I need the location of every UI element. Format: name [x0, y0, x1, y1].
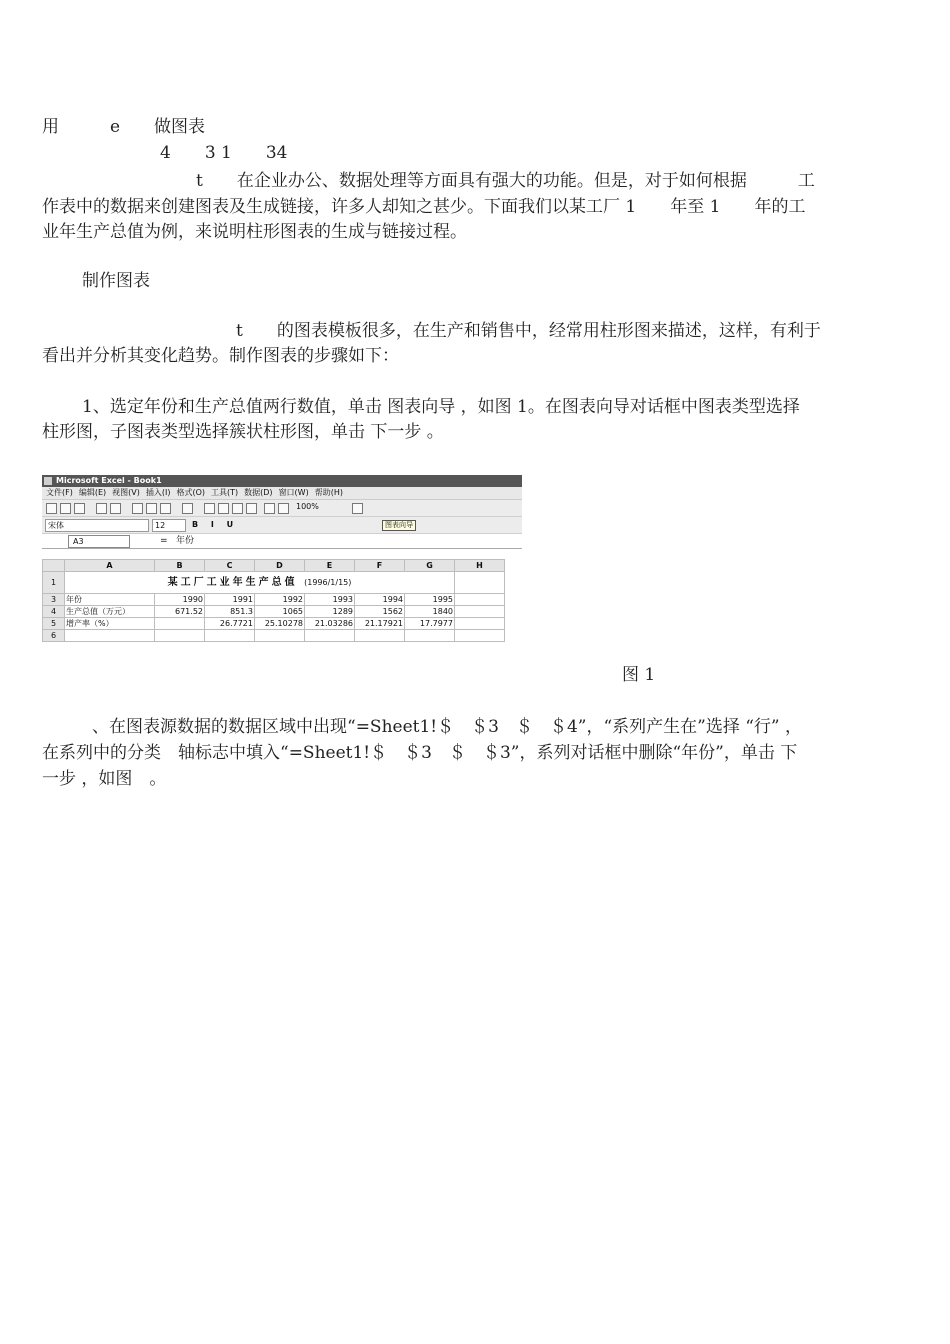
- row-header: 3: [43, 594, 65, 606]
- excel-menu-item: 文件(F): [46, 488, 73, 497]
- cell: 17.7977: [405, 618, 455, 630]
- cell: [455, 606, 505, 618]
- cell: 1990: [155, 594, 205, 606]
- section-intro-line-2: 看出并分析其变化趋势。制作图表的步骤如下：: [42, 346, 399, 366]
- excel-menu-item: 帮助(H): [314, 488, 343, 497]
- excel-standard-toolbar: [42, 500, 522, 517]
- cell: [305, 630, 355, 642]
- table-row: [43, 572, 505, 594]
- table-row: [43, 630, 505, 642]
- formula-equals: =: [160, 536, 168, 546]
- cell: 26.7721: [205, 618, 255, 630]
- table-row: [43, 606, 505, 618]
- open-icon: [60, 503, 71, 514]
- excel-format-toolbar: [42, 517, 522, 534]
- paste-icon: [160, 503, 171, 514]
- cell: 851.3: [205, 606, 255, 618]
- excel-menu-item: 格式(O): [176, 488, 206, 497]
- intro-line-3: 业年生产总值为例，来说明柱形图表的生成与链接过程。: [42, 222, 467, 242]
- excel-menubar: [42, 487, 522, 500]
- format-buttons: B I U: [192, 520, 239, 529]
- cell: 1289: [305, 606, 355, 618]
- col-header: H: [455, 560, 505, 572]
- excel-formula-bar: [42, 534, 522, 549]
- cell: 1995: [405, 594, 455, 606]
- save-icon: [74, 503, 85, 514]
- corner-cell: [43, 560, 65, 572]
- excel-menu-item: 数据(D): [244, 488, 273, 497]
- cell: 1994: [355, 594, 405, 606]
- cell: 671.52: [155, 606, 205, 618]
- row-header: 6: [43, 630, 65, 642]
- excel-grid: [42, 559, 505, 642]
- cell: [455, 594, 505, 606]
- col-header: F: [355, 560, 405, 572]
- sheet-title: 某工厂工业年生产总值: [167, 577, 298, 588]
- step1-line-1: 1、选定年份和生产总值两行数值，单击 图表向导 ，如图 1。在图表向导对话框中图表类型选择: [82, 397, 800, 417]
- col-header: G: [405, 560, 455, 572]
- cell: 25.10278: [255, 618, 305, 630]
- col-header: C: [205, 560, 255, 572]
- name-box: A3: [68, 535, 130, 548]
- table-row: [43, 618, 505, 630]
- col-header: E: [305, 560, 355, 572]
- cell: [455, 618, 505, 630]
- cell: 21.17921: [355, 618, 405, 630]
- table-row: [43, 594, 505, 606]
- excel-menu-item: 工具(T): [211, 488, 239, 497]
- help-icon: [352, 503, 363, 514]
- column-header-row: [43, 560, 505, 572]
- cell: [255, 630, 305, 642]
- col-header: A: [65, 560, 155, 572]
- cell: 1065: [255, 606, 305, 618]
- excel-app-icon: [44, 477, 52, 485]
- intro-line-2: 作表中的数据来创建图表及生成链接，许多人却知之甚少。下面我们以某工厂 1 年至 1 年的工: [42, 197, 806, 217]
- cell: 增产率（%）: [65, 618, 155, 630]
- cell: [205, 630, 255, 642]
- excel-menu-item: 窗口(W): [278, 488, 309, 497]
- figure-caption: 图 1: [622, 665, 656, 685]
- chart-wizard-tooltip: 图表向导: [382, 520, 416, 531]
- excel-title-text: Microsoft Excel - Book1: [56, 476, 162, 485]
- excel-screenshot: [42, 475, 522, 653]
- cell: [65, 630, 155, 642]
- section-title: 制作图表: [82, 271, 150, 291]
- drawing-icon: [278, 503, 289, 514]
- cell: [455, 572, 505, 594]
- copy-icon: [146, 503, 157, 514]
- cell: [155, 618, 205, 630]
- print-icon: [96, 503, 107, 514]
- step2-line-3: 一步 ，如图 。: [42, 769, 167, 789]
- cell: 21.03286: [305, 618, 355, 630]
- formula-value: 年份: [176, 536, 195, 546]
- cell: [155, 630, 205, 642]
- intro-line-1: t 在企业办公、数据处理等方面具有强大的功能。但是，对于如何根据 工: [196, 171, 815, 191]
- undo-icon: [182, 503, 193, 514]
- excel-titlebar: [42, 475, 522, 487]
- col-header: D: [255, 560, 305, 572]
- preview-icon: [110, 503, 121, 514]
- cell: 年份: [65, 594, 155, 606]
- sort-desc-icon: [246, 503, 257, 514]
- cut-icon: [132, 503, 143, 514]
- function-icon: [218, 503, 229, 514]
- excel-menu-item: 插入(I): [145, 488, 171, 497]
- excel-menu-item: 编辑(E): [78, 488, 107, 497]
- new-icon: [46, 503, 57, 514]
- step1-line-2: 柱形图，子图表类型选择簇状柱形图，单击 下一步 。: [42, 422, 444, 442]
- sheet-title-date: (1996/1/15): [304, 578, 352, 587]
- chart-wizard-icon: [264, 503, 275, 514]
- col-header: B: [155, 560, 205, 572]
- cell: 1840: [405, 606, 455, 618]
- cell: [355, 630, 405, 642]
- cell: 生产总值（万元）: [65, 606, 155, 618]
- cell: 1993: [305, 594, 355, 606]
- cell: [455, 630, 505, 642]
- sort-asc-icon: [232, 503, 243, 514]
- cell: [405, 630, 455, 642]
- cell: 1992: [255, 594, 305, 606]
- zoom-value: 100%: [296, 502, 319, 511]
- sum-icon: [204, 503, 215, 514]
- doc-title: 用 e 做图表: [42, 117, 206, 137]
- cell: 1991: [205, 594, 255, 606]
- sheet-title-cell: [65, 572, 455, 594]
- step2-line-1: 、在图表源数据的数据区域中出现“=Sheet1!＄ ＄3 ＄ ＄4”，“系列产生在”选择 “行” ，: [92, 717, 803, 737]
- step2-line-2: 在系列中的分类 轴标志中填入“=Sheet1!＄ ＄3 ＄ ＄3”，系列对话框中删除“年份”，单击 下: [42, 743, 798, 763]
- font-size-box: 12: [152, 519, 186, 532]
- row-header: 1: [43, 572, 65, 594]
- font-name-box: 宋体: [45, 519, 149, 532]
- doc-subtitle: 4 3 1 34: [160, 143, 288, 163]
- row-header: 4: [43, 606, 65, 618]
- section-intro-line-1: t 的图表模板很多，在生产和销售中，经常用柱形图来描述，这样，有利于: [236, 321, 821, 341]
- row-header: 5: [43, 618, 65, 630]
- cell: 1562: [355, 606, 405, 618]
- excel-menu-item: 视图(V): [112, 488, 140, 497]
